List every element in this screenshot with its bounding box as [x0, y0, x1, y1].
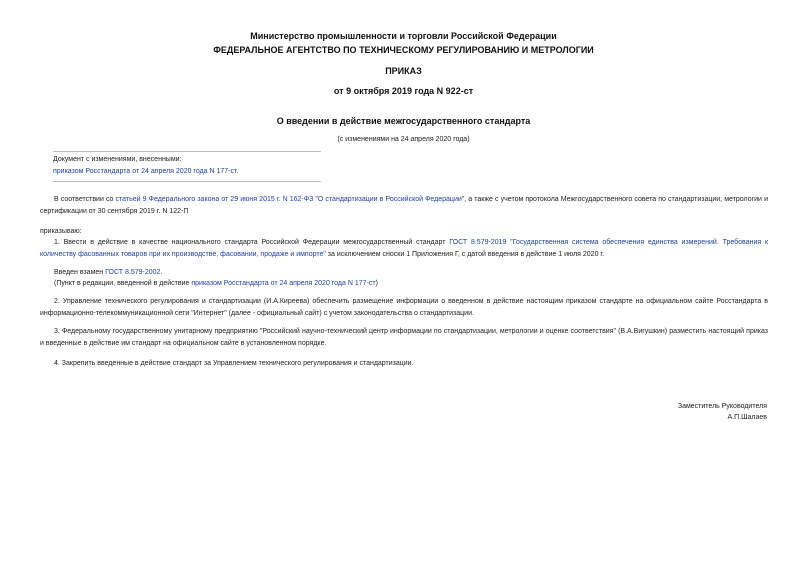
item-2: 2. Управление технического регулирования и стандартизации (И.А.Киреева) обеспечить размещение информации о введенном в действие настоящим приказом стандарте на официальном сайте Росстандарта в информационно-телекоммуникационной сети "Интернет" (далее - официальный сайт) с учетом законодательства о стандартизации.: [40, 298, 768, 317]
item-1-text: 1. Ввести в действие в качестве национального стандарта Российской Федерации межгосударственный стандарт: [54, 239, 450, 246]
edit-note: [40, 278, 768, 290]
date-number: от 9 октября 2019 года N 922-ст: [333, 86, 474, 96]
gost-2019-link[interactable]: ГОСТ 8.579-2019 "Государственная система обеспечения единства измерений. Требования к количеству фасованных товаров при их производстве, фасовании, продаже и импорте": [40, 239, 769, 258]
changes-link[interactable]: приказом Росстандарта от 24 апреля 2020 года N 177-ст.: [53, 168, 239, 175]
replaced-tail: .: [160, 269, 163, 276]
changes-label: Документ с изменениями, внесенными:: [53, 156, 182, 163]
item-1-text-cont: за исключением сноски 1 Приложения Г, с датой введения в действие 1 июля 2020 г.: [325, 250, 605, 258]
edit-note-tail: ): [375, 280, 378, 287]
signature-name: А.П.Шалаев: [727, 414, 767, 421]
preamble-text: В соответствии со: [54, 196, 116, 203]
replaced-text: Введен взамен: [54, 269, 106, 276]
changes-bottom-rule: [53, 181, 321, 182]
ministry-heading: Министерство промышленности и торговли Российской Федерации: [250, 31, 557, 41]
preamble-text-cont: , а также с учетом протокола Межгосударственного совета по стандартизации, метрологии и сертификации от 30 сентября 2019 г. N 122-П: [40, 196, 768, 215]
federal-law-link[interactable]: статьей 9 Федерального закона от 29 июня 2015 г. N 162-ФЗ "О стандартизации в Российской Федерации": [115, 196, 465, 203]
gost-2002-link[interactable]: ГОСТ 8.579-2002: [105, 269, 161, 276]
item-1: [40, 237, 768, 260]
changes-top-rule: [53, 151, 321, 152]
preamble-paragraph: [40, 194, 768, 217]
document-title: О введении в действие межгосударственного стандарта: [276, 116, 531, 126]
order-word: приказываю:: [40, 228, 82, 235]
agency-heading: ФЕДЕРАЛЬНОЕ АГЕНТСТВО ПО ТЕХНИЧЕСКОМУ РЕГУЛИРОВАНИЮ И МЕТРОЛОГИИ: [213, 45, 594, 55]
amendment-note: (с изменениями на 24 апреля 2020 года): [337, 136, 470, 143]
item-4: 4. Закрепить введенные в действие стандарт за Управлением технического регулирования и стандартизации.: [54, 360, 414, 367]
item-3: 3. Федеральному государственному унитарному предприятию "Российский научно-технический центр информации по стандартизации, метрологии и оценке соответствия" (В.А.Вигушкин) разместить настоящий приказ и введенные в действие им стандарт на официальном сайте в установленном порядке.: [40, 328, 768, 347]
edit-note-text: (Пункт в редакции, введенной в действие: [54, 280, 192, 287]
replaced-line: [40, 267, 768, 279]
doc-type-heading: ПРИКАЗ: [385, 66, 422, 76]
signature-position: Заместитель Руководителя: [677, 403, 767, 410]
edit-note-link[interactable]: приказом Росстандарта от 24 апреля 2020 года N 177-ст: [191, 280, 376, 287]
